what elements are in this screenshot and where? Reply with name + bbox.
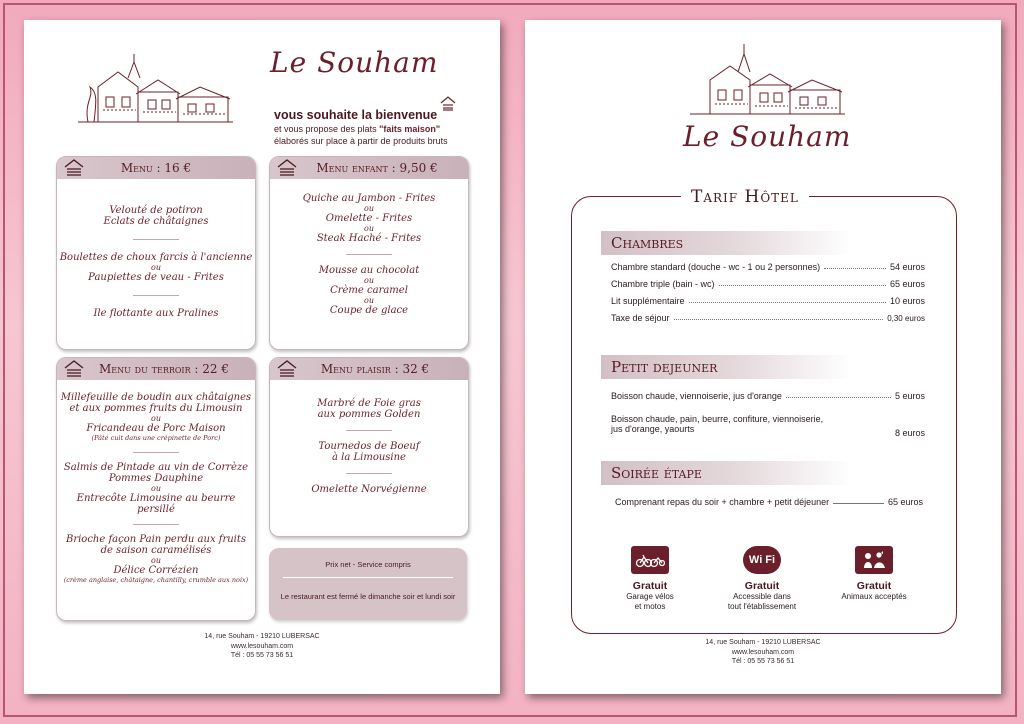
dish: Tournedos de Boeuf bbox=[318, 441, 420, 452]
service-title: Gratuit bbox=[744, 580, 780, 592]
section-petit-dejeuner: Petit dejeuner bbox=[601, 355, 851, 379]
price-row: Chambre standard (douche - wc - 1 ou 2 personnes) 54 euros bbox=[611, 262, 925, 272]
house-icon bbox=[63, 360, 85, 378]
address-block bbox=[24, 632, 500, 661]
or-text: ou bbox=[151, 414, 161, 423]
dish: Boulettes de choux farcis à l'ancienne bbox=[59, 252, 253, 263]
service-desc: Animaux acceptés bbox=[841, 592, 907, 601]
menu-card-enfant bbox=[269, 156, 469, 350]
address-block bbox=[525, 638, 1001, 667]
phone: Tél : 05 55 73 56 51 bbox=[731, 658, 795, 665]
service-desc: tout l'établissement bbox=[727, 602, 797, 611]
website: www.lesouham.com bbox=[731, 648, 795, 656]
menu-card-plaisir bbox=[269, 357, 469, 537]
or-text: ou bbox=[151, 556, 161, 565]
or-text: ou bbox=[364, 276, 374, 285]
service-pets bbox=[819, 546, 929, 602]
pets-icon bbox=[855, 546, 893, 574]
menu-card-header bbox=[57, 358, 255, 380]
service-title: Gratuit bbox=[632, 580, 668, 592]
dish: Crème caramel bbox=[330, 285, 408, 296]
intro-text: et vous propose des plats "faits maison" bbox=[274, 124, 441, 134]
dish: à la Limousine bbox=[332, 452, 406, 463]
dish: Salmis de Pintade au vin de Corrèze bbox=[63, 462, 249, 473]
menu-card-header bbox=[57, 157, 255, 179]
brand-title: Le Souham bbox=[270, 46, 439, 79]
menu-card-header bbox=[270, 157, 468, 179]
service-garage bbox=[595, 546, 705, 612]
dish: et aux pommes fruits du Limousin bbox=[69, 403, 243, 414]
house-icon bbox=[440, 96, 456, 111]
hotel-tariff-page bbox=[525, 20, 1001, 694]
dish: Velouté de potiron bbox=[109, 205, 203, 216]
intro-text-2: élaborés sur place à partir de produits bruts bbox=[274, 136, 448, 146]
dish-note: (crème anglaise, châtaigne, chantilly, crumble aux noix) bbox=[63, 576, 249, 584]
menu-page bbox=[24, 20, 500, 694]
dish: Délice Corrézien bbox=[113, 565, 199, 576]
dish: Mousse au chocolat bbox=[318, 265, 420, 276]
address-line: 14, rue Souham - 19210 LUBERSAC bbox=[705, 639, 821, 646]
info-box bbox=[269, 548, 467, 620]
menu-card-16 bbox=[56, 156, 256, 350]
menu-card-header bbox=[270, 358, 468, 380]
or-text: ou bbox=[364, 204, 374, 213]
closing-note: Le restaurant est fermé le dimanche soir et lundi soir bbox=[280, 592, 456, 601]
website: www.lesouham.com bbox=[230, 642, 294, 650]
section-chambres: Chambres bbox=[601, 231, 851, 255]
service-desc: Garage vélos bbox=[626, 592, 674, 601]
menu-card-terroir bbox=[56, 357, 256, 621]
house-icon bbox=[276, 360, 298, 378]
price-row: Chambre triple (bain - wc) 65 euros bbox=[611, 279, 925, 289]
dish: Eclats de châtaignes bbox=[103, 216, 209, 227]
dish: Quiche au Jambon - Frites bbox=[302, 193, 436, 204]
dish: Ile flottante aux Pralines bbox=[93, 308, 219, 319]
village-sketch-icon bbox=[677, 38, 853, 120]
or-text: ou bbox=[151, 263, 161, 272]
dish: Paupiettes de veau - Frites bbox=[88, 272, 224, 283]
house-icon bbox=[63, 159, 85, 177]
welcome-text: vous souhaite la bienvenue bbox=[274, 108, 438, 122]
dish: Marbré de Foie gras bbox=[317, 398, 421, 409]
dish: aux pommes Golden bbox=[317, 409, 421, 420]
dish: Omelette Norvégienne bbox=[311, 484, 427, 495]
or-text: ou bbox=[151, 484, 161, 493]
dish: Fricandeau de Porc Maison bbox=[86, 423, 226, 434]
price-row: Taxe de séjour 0,30 euros bbox=[611, 313, 925, 323]
service-title: Gratuit bbox=[856, 580, 892, 592]
dish: Steak Haché - Frites bbox=[316, 233, 422, 244]
phone: Tél : 05 55 73 56 51 bbox=[230, 652, 294, 659]
service-desc: et motos bbox=[634, 602, 666, 611]
dish-note: (Pâté cuit dans une crépinette de Porc) bbox=[91, 434, 221, 442]
price-row: Boisson chaude, pain, beurre, confiture, viennoiserie, jus d'orange, yaourts 8 euros bbox=[611, 414, 925, 438]
tariff-title: Tarif Hôtel bbox=[681, 187, 809, 207]
dish: de saison caramélisés bbox=[100, 545, 212, 556]
dish: Omelette - Frites bbox=[325, 213, 413, 224]
price-row: Comprenant repas du soir + chambre + petit déjeuner 65 euros bbox=[615, 497, 923, 507]
bike-moto-icon bbox=[631, 546, 669, 574]
address-line: 14, rue Souham - 19210 LUBERSAC bbox=[204, 633, 320, 640]
price-row: Lit supplémentaire 10 euros bbox=[611, 296, 925, 306]
house-icon bbox=[276, 159, 298, 177]
menu-title: Menu plaisir : 32 € bbox=[320, 362, 430, 376]
dish: Coupe de glace bbox=[329, 305, 409, 316]
service-desc: Accessible dans bbox=[733, 592, 791, 601]
section-soiree-etape: Soirée étape bbox=[601, 461, 851, 485]
wifi-icon: Wi Fi bbox=[743, 546, 781, 574]
or-text: ou bbox=[364, 224, 374, 233]
village-sketch-icon bbox=[68, 42, 238, 130]
dish: Brioche façon Pain perdu aux fruits bbox=[65, 534, 247, 545]
dish: Pommes Dauphine bbox=[108, 473, 204, 484]
dish: Millefeuille de boudin aux châtaignes bbox=[60, 392, 252, 403]
menu-title: Menu : 16 € bbox=[120, 161, 192, 175]
welcome-block bbox=[274, 108, 494, 146]
menu-title: Menu enfant : 9,50 € bbox=[316, 161, 438, 175]
brand-title: Le Souham bbox=[683, 120, 852, 153]
service-wifi bbox=[707, 546, 817, 612]
menu-title: Menu du terroir : 22 € bbox=[98, 362, 229, 376]
dish: Entrecôte Limousine au beurre persillé bbox=[76, 493, 236, 515]
price-row: Boisson chaude, viennoiserie, jus d'orange 5 euros bbox=[611, 391, 925, 401]
or-text: ou bbox=[364, 296, 374, 305]
price-note: Prix net - Service compris bbox=[325, 560, 411, 569]
